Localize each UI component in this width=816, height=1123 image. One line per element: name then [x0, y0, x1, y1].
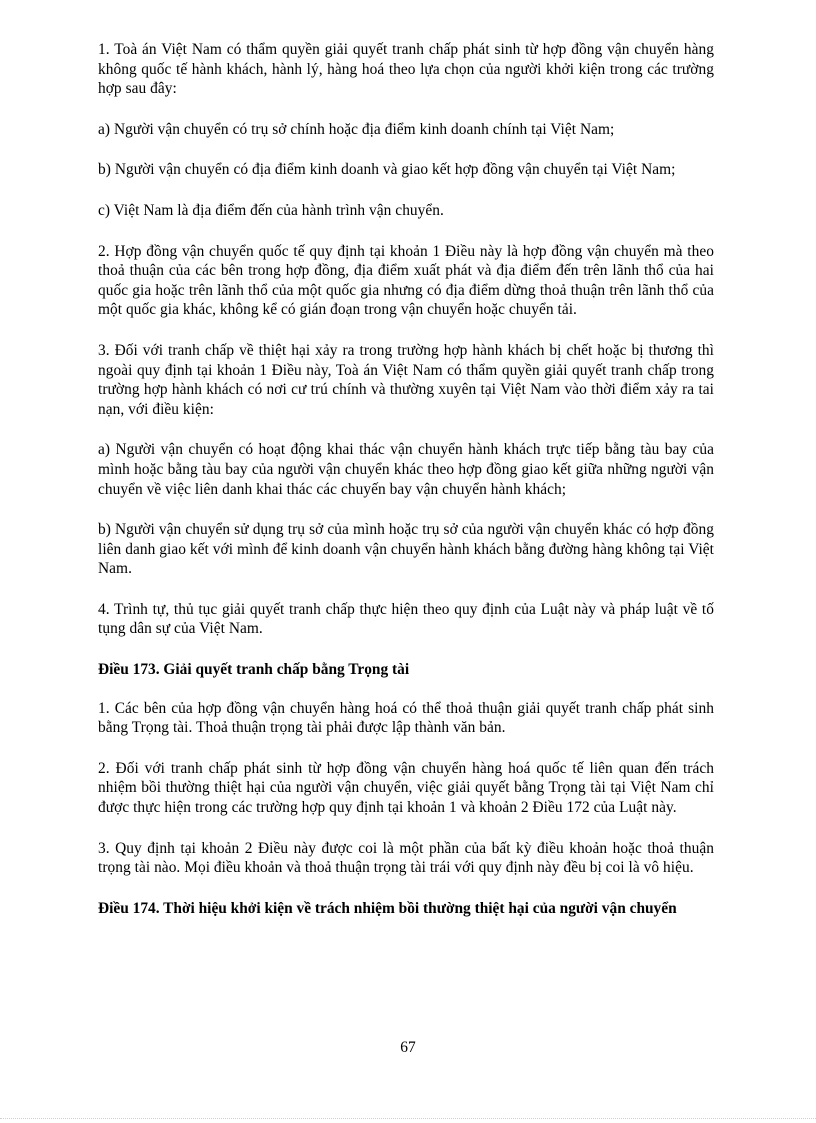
clause-172-1-c: c) Việt Nam là địa điểm đến của hành trình vận chuyển. [98, 201, 444, 219]
document-page [98, 40, 714, 918]
clause-172-1: 1. Toà án Việt Nam có thẩm quyền giải quyết tranh chấp phát sinh từ hợp đồng vận chuyển hàng không quốc tế hành khách, hành lý, hàng hoá theo lựa chọn của người khởi kiện trong các trường hợp sau đây: [98, 41, 714, 98]
clause-173-1: 1. Các bên của hợp đồng vận chuyển hàng hoá có thể thoả thuận giải quyết tranh chấp phát sinh bằng Trọng tài. Thoả thuận trọng tài phải được lập thành văn bản. [98, 699, 714, 737]
clause-172-3: 3. Đối với tranh chấp về thiệt hại xảy ra trong trường hợp hành khách bị chết hoặc bị thương thì ngoài quy định tại khoản 1 Điều này, Toà án Việt Nam có thẩm quyền giải quyết tranh chấp trong trường hợp hành khách có nơi cư trú chính và thường xuyên tại Việt Nam vào thời điểm xảy ra tai nạn, với điều kiện: [98, 341, 714, 418]
clause-172-3-a: a) Người vận chuyển có hoạt động khai thác vận chuyển hành khách trực tiếp bằng tàu bay của mình hoặc bằng tàu bay của người vận chuyển khác theo hợp đồng giao kết giữa những người vận chuyển về việc liên danh khai thác các chuyến bay vận chuyển hành khách; [98, 441, 714, 498]
page-bottom-divider [0, 1118, 816, 1119]
page-number: 67 [400, 1039, 416, 1056]
clause-172-2: 2. Hợp đồng vận chuyển quốc tế quy định tại khoản 1 Điều này là hợp đồng vận chuyển mà theo thoả thuận của các bên trong hợp đồng, địa điểm xuất phát và địa điểm đến trên lãnh thổ của hai quốc gia hoặc trên lãnh thổ của một quốc gia nhưng có địa điểm dừng thoả thuận trên lãnh thổ của một quốc gia khác, không kể có gián đoạn trong vận chuyển hoặc chuyển tải. [98, 242, 714, 319]
article-174-heading: Điều 174. Thời hiệu khởi kiện về trách nhiệm bồi thường thiệt hại của người vận chuyển [98, 899, 677, 917]
clause-172-4: 4. Trình tự, thủ tục giải quyết tranh chấp thực hiện theo quy định của Luật này và pháp luật về tố tụng dân sự của Việt Nam. [98, 600, 714, 638]
clause-173-3: 3. Quy định tại khoản 2 Điều này được coi là một phần của bất kỳ điều khoản hoặc thoả thuận trọng tài nào. Mọi điều khoản và thoả thuận trọng tài trái với quy định này đều bị coi là vô hiệu. [98, 839, 714, 877]
clause-172-3-b: b) Người vận chuyển sử dụng trụ sở của mình hoặc trụ sở của người vận chuyển khác có hợp đồng liên danh giao kết với mình để kinh doanh vận chuyển hành khách bằng đường hàng không tại Việt Nam. [98, 521, 714, 578]
clause-172-1-a: a) Người vận chuyển có trụ sở chính hoặc địa điểm kinh doanh chính tại Việt Nam; [98, 120, 615, 138]
article-173-heading: Điều 173. Giải quyết tranh chấp bằng Trọng tài [98, 661, 410, 679]
clause-172-1-b: b) Người vận chuyển có địa điểm kinh doanh và giao kết hợp đồng vận chuyển tại Việt Nam; [98, 161, 676, 179]
clause-173-2: 2. Đối với tranh chấp phát sinh từ hợp đồng vận chuyển hàng hoá quốc tế liên quan đến trách nhiệm bồi thường thiệt hại của người vận chuyển, việc giải quyết bằng Trọng tài tại Việt Nam chỉ được thực hiện trong các trường hợp quy định tại khoản 1 và khoản 2 Điều 172 của Luật này. [98, 759, 714, 817]
